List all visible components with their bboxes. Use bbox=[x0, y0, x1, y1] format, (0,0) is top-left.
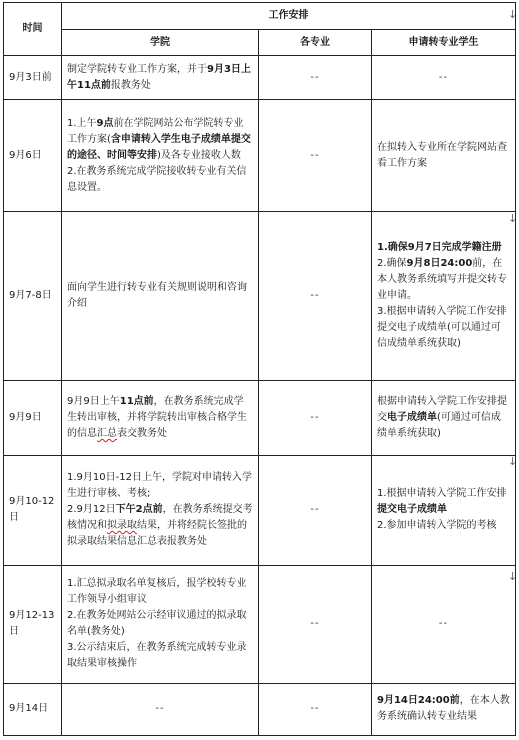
cell-college bbox=[62, 381, 259, 455]
text-run: 汇总 bbox=[97, 428, 117, 440]
text-run: )及各专业接收人数 bbox=[157, 149, 241, 161]
cell-college bbox=[62, 565, 259, 683]
text-run: 制定学院转专业工作方案，并于 bbox=[67, 63, 207, 75]
table-row bbox=[4, 212, 516, 381]
text-run: ，在教务系统完成学生转出审核，并将学院转出审核合格学生的信息 bbox=[67, 396, 247, 440]
table-row bbox=[4, 381, 516, 455]
table-row bbox=[4, 56, 516, 100]
cell-student bbox=[372, 381, 516, 455]
text-run: 2.在教务系统完成学院接收转专业有关信息设置。 bbox=[67, 165, 247, 193]
text-run: ，在教务系统提交考核情况和 bbox=[67, 504, 253, 532]
text-run: 1.汇总拟录取名单复核后，报学校转专业工作领导小组审议 bbox=[67, 578, 247, 606]
text-run: 前，在本人教务系统填写并提交转专业申请。 bbox=[377, 258, 507, 302]
cell-majors: -- bbox=[259, 683, 372, 735]
text-run: 2.参加申请转入学院的考核 bbox=[377, 520, 497, 532]
cell-time: 9月10-12日 bbox=[4, 455, 62, 565]
cell-majors: -- bbox=[259, 100, 372, 212]
header-student: 申请转专业学生 bbox=[372, 30, 516, 56]
text-run: (可通过可信成绩单系统获取) bbox=[377, 412, 501, 440]
cell-majors: -- bbox=[259, 56, 372, 100]
text-run: 3.根据申请转入学院工作安排提交电子成绩单(可以通过可信成绩单系统获取) bbox=[377, 306, 507, 350]
schedule-table bbox=[3, 2, 516, 736]
cell-majors: -- bbox=[259, 212, 372, 381]
text-run: 1.根据申请转入学院工作安排 bbox=[377, 488, 507, 500]
text-run: ，在本人教务系统确认转专业结果 bbox=[377, 695, 510, 723]
cell-student bbox=[372, 455, 516, 565]
page-arrow-mark: ↓ bbox=[508, 570, 518, 583]
page-arrow-mark: ↓ bbox=[508, 212, 518, 225]
cell-time: 9月12-13日 bbox=[4, 565, 62, 683]
text-run: 根据申请转入学院工作安排提交 bbox=[377, 396, 507, 424]
page-arrow-mark: ↓ bbox=[508, 455, 518, 468]
page-arrow-mark: ↓ bbox=[508, 8, 518, 21]
table-row bbox=[4, 100, 516, 212]
text-run: 结果，并将经院长签批的拟录取结果信息汇总表报教务处 bbox=[67, 520, 247, 548]
text-run: 表交教务处 bbox=[117, 428, 167, 440]
text-run: 2.在教务处网站公示经审议通过的拟录取名单(教务处) bbox=[67, 610, 247, 638]
cell-student bbox=[372, 56, 516, 100]
cell-student bbox=[372, 212, 516, 381]
table-row bbox=[4, 565, 516, 683]
header-time: 时间 bbox=[4, 3, 62, 56]
cell-time: 9月6日 bbox=[4, 100, 62, 212]
text-run: 9月9日上午 bbox=[67, 396, 120, 408]
text-run: -- bbox=[155, 703, 165, 715]
cell-time: 9月9日 bbox=[4, 381, 62, 455]
text-run: 下午2点前 bbox=[115, 504, 163, 516]
cell-time: 9月14日 bbox=[4, 683, 62, 735]
cell-college bbox=[62, 100, 259, 212]
text-run: 9点 bbox=[96, 117, 114, 129]
table-row bbox=[4, 683, 516, 735]
text-run: 电子成绩单 bbox=[387, 412, 437, 424]
text-run: 拟录取 bbox=[107, 520, 137, 532]
text-run: 提交电子成绩单 bbox=[377, 504, 447, 516]
text-run: 报教务处 bbox=[110, 79, 151, 91]
text-run: 2.确保 bbox=[377, 258, 407, 270]
cell-student bbox=[372, 100, 516, 212]
text-run: 2.9月12日 bbox=[67, 504, 116, 516]
text-run: 9月14日24:00前 bbox=[377, 695, 460, 707]
cell-college bbox=[62, 683, 259, 735]
cell-time: 9月7-8日 bbox=[4, 212, 62, 381]
header-arrangement: 工作安排 bbox=[62, 3, 516, 30]
text-run: 1.9月10日-12日上午，学院对申请转入学生进行审核、考核; bbox=[67, 472, 252, 500]
text-run: 1.确保9月7日完成学籍注册 bbox=[377, 242, 502, 254]
text-run: 在拟转入专业所在学院网站查看工作方案 bbox=[377, 141, 507, 169]
text-run: -- bbox=[438, 71, 449, 83]
cell-time: 9月3日前 bbox=[4, 56, 62, 100]
text-run: 3.公示结束后，在教务系统完成转专业录取结果审核操作 bbox=[67, 642, 247, 670]
table-row bbox=[4, 455, 516, 565]
cell-majors: -- bbox=[259, 381, 372, 455]
text-run: 前在学院网站公布学院转专业工作方案( bbox=[67, 117, 244, 145]
text-run: 9月3日上午11点前 bbox=[67, 63, 251, 91]
header-majors: 各专业 bbox=[259, 30, 372, 56]
text-run: -- bbox=[438, 618, 449, 630]
cell-student bbox=[372, 683, 516, 735]
text-run: 面向学生进行转专业有关规则说明和咨询介绍 bbox=[67, 282, 247, 310]
text-run: 9月8日24:00 bbox=[406, 258, 473, 270]
cell-student bbox=[372, 565, 516, 683]
cell-majors: -- bbox=[259, 565, 372, 683]
text-run: 1.上午 bbox=[67, 117, 97, 129]
cell-college bbox=[62, 56, 259, 100]
cell-college bbox=[62, 455, 259, 565]
text-run: 含申请转入学生电子成绩单提交的途径、时间等安排 bbox=[67, 133, 251, 161]
cell-majors: -- bbox=[259, 455, 372, 565]
text-run: 11点前 bbox=[119, 396, 154, 408]
cell-college bbox=[62, 212, 259, 381]
header-college: 学院 bbox=[62, 30, 259, 56]
